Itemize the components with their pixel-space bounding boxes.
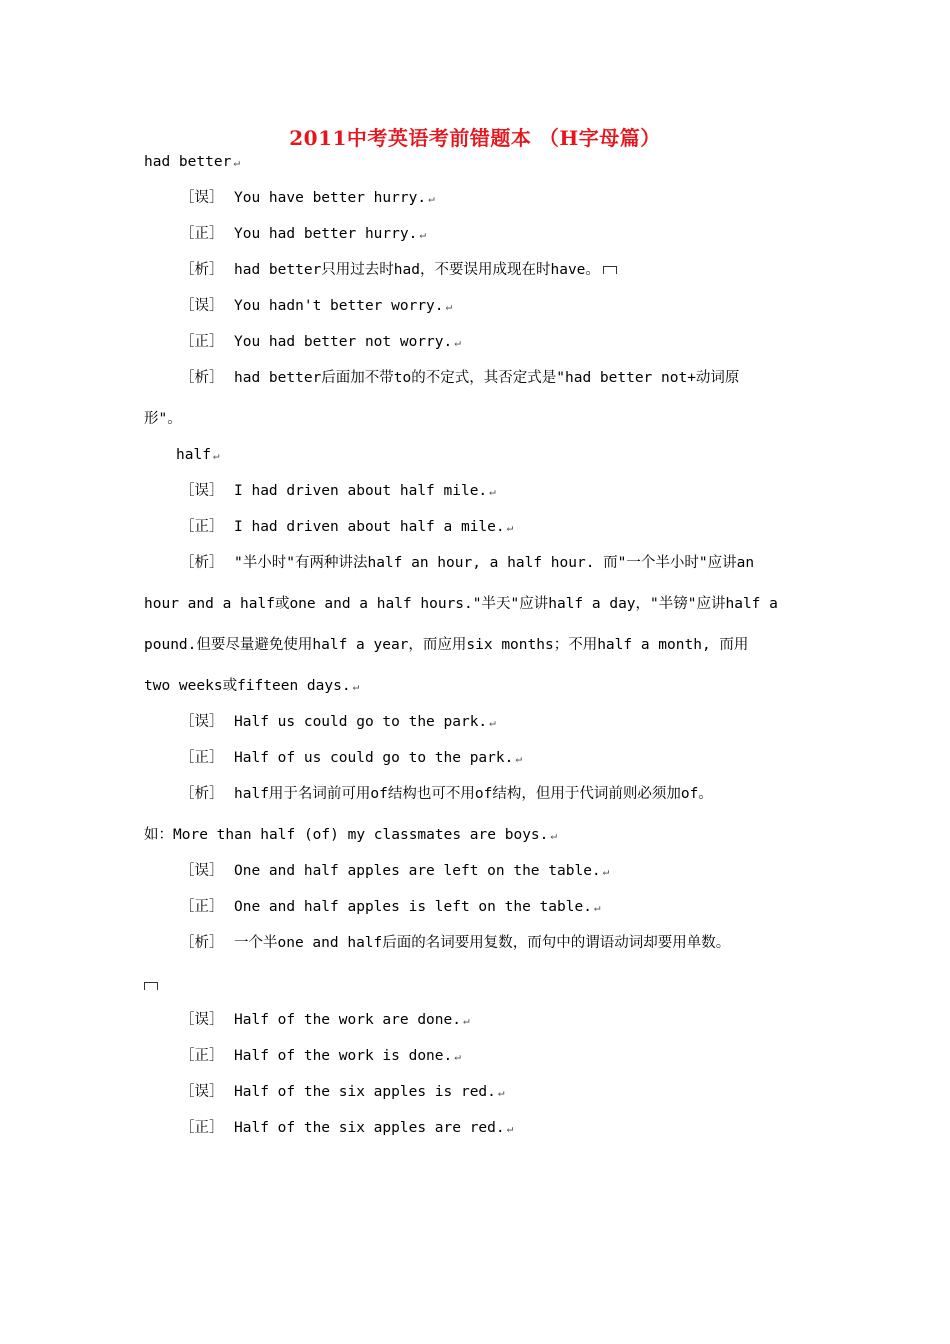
analysis-text: pound.但要尽量避免使用half a year，而应用six months；不用half a month, 而用 (144, 637, 749, 653)
analysis-note (180, 553, 754, 573)
paragraph-mark-icon: ↵ (462, 1014, 470, 1027)
paragraph-mark-icon: ↵ (497, 1086, 505, 1099)
paragraph-mark-icon: ↵ (445, 300, 453, 313)
example-text: Half of the work are done. (234, 1012, 461, 1028)
paragraph-mark-icon: ↵ (454, 336, 461, 349)
correct-tag: ［正］ (180, 1120, 224, 1136)
wrong-tag: ［误］ (180, 298, 224, 314)
paragraph-mark-icon: ↵ (352, 680, 360, 693)
analysis-continuation (144, 409, 182, 429)
correct-example (180, 517, 513, 538)
analysis-note (180, 933, 730, 953)
paragraph-mark-icon: ↵ (506, 1122, 514, 1135)
wrong-tag: ［误］ (180, 863, 224, 879)
page-title: 2011中考英语考前错题本 （H字母篇） (289, 126, 661, 150)
wrong-tag: ［误］ (180, 483, 224, 499)
example-text: I had driven about half mile. (234, 483, 488, 499)
analysis-continuation (144, 676, 359, 697)
analysis-continuation (144, 635, 748, 655)
analysis-note (180, 260, 617, 280)
correct-tag: ［正］ (180, 519, 224, 535)
analysis-text: two weeks或fifteen days. (144, 678, 351, 694)
correct-example (180, 1118, 513, 1139)
wrong-example (180, 1010, 470, 1031)
paragraph-mark-icon: ↵ (593, 901, 601, 914)
paragraph-mark-icon: ↵ (489, 485, 496, 498)
wrong-tag: ［误］ (180, 714, 224, 730)
correct-example (180, 897, 601, 918)
analysis-text: 形"。 (144, 411, 182, 427)
section-break-icon (144, 982, 158, 990)
example-text: Half of the work is done. (234, 1048, 453, 1064)
correct-tag: ［正］ (180, 226, 224, 242)
example-text: One and half apples is left on the table. (234, 899, 592, 915)
wrong-example (180, 188, 435, 209)
correct-tag: ［正］ (180, 334, 224, 350)
example-text: Half of the six apples are red. (234, 1120, 505, 1136)
analysis-text: "半小时"有两种讲法half an hour, a half hour. 而"一个半小时"应讲an (234, 555, 755, 571)
heading-text: had better (144, 154, 232, 170)
analysis-note (180, 368, 739, 388)
analysis-text: had better只用过去时had，不要误用成现在时have。 (234, 262, 600, 278)
paragraph-mark-icon: ↵ (515, 752, 522, 765)
wrong-tag: ［误］ (180, 1012, 224, 1028)
correct-tag: ［正］ (180, 1048, 224, 1064)
paragraph-mark-icon: ↵ (212, 449, 220, 462)
example-text: I had driven about half a mile. (234, 519, 505, 535)
wrong-example (180, 296, 452, 317)
example-text: One and half apples are left on the table. (234, 863, 601, 879)
analysis-tag: ［析］ (180, 555, 224, 571)
wrong-example (180, 481, 496, 502)
correct-tag: ［正］ (180, 750, 224, 766)
heading-text: half (176, 447, 211, 463)
paragraph-mark-icon: ↵ (489, 716, 496, 729)
analysis-tag: ［析］ (180, 786, 224, 802)
paragraph-mark-icon: ↵ (428, 192, 435, 205)
analysis-text: 如：More than half (of) my classmates are boys. (144, 827, 549, 843)
wrong-example (180, 1082, 505, 1103)
wrong-example (180, 861, 609, 882)
paragraph-mark-icon: ↵ (454, 1050, 461, 1063)
paragraph-mark-icon: ↵ (233, 156, 240, 169)
paragraph-mark-icon: ↵ (506, 521, 514, 534)
analysis-note (180, 784, 713, 804)
correct-example (180, 748, 522, 769)
wrong-tag: ［误］ (180, 1084, 224, 1100)
paragraph-mark-icon: ↵ (602, 865, 610, 878)
analysis-text: half用于名词前可用of结构也可不用of结构，但用于代词前则必须加of。 (234, 786, 713, 802)
example-text: Half of the six apples is red. (234, 1084, 496, 1100)
section-heading-half (176, 445, 220, 466)
wrong-tag: ［误］ (180, 190, 224, 206)
analysis-tag: ［析］ (180, 262, 224, 278)
correct-example (180, 332, 461, 353)
example-text: You had better not worry. (234, 334, 453, 350)
example-text: Half us could go to the park. (234, 714, 488, 730)
example-text: You had better hurry. (234, 226, 418, 242)
analysis-text: had better后面加不带to的不定式，其否定式是"had better not+动词原 (234, 370, 740, 386)
example-text: Half of us could go to the park. (234, 750, 514, 766)
analysis-text: 一个半one and half后面的名词要用复数，而句中的谓语动词却要用单数。 (234, 935, 731, 951)
section-break (144, 976, 158, 996)
section-heading-had-better (144, 152, 240, 173)
correct-tag: ［正］ (180, 899, 224, 915)
analysis-tag: ［析］ (180, 935, 224, 951)
correct-example (180, 224, 426, 245)
analysis-tag: ［析］ (180, 370, 224, 386)
analysis-continuation (144, 594, 778, 614)
paragraph-mark-icon: ↵ (419, 228, 426, 241)
correct-example (180, 1046, 461, 1067)
example-text: You have better hurry. (234, 190, 427, 206)
analysis-text: hour and a half或one and a half hours."半天"应讲half a day，"半镑"应讲half a (144, 596, 778, 612)
example-text: You hadn't better worry. (234, 298, 444, 314)
wrong-example (180, 712, 496, 733)
paragraph-mark-icon: ↵ (550, 829, 558, 842)
analysis-continuation (144, 825, 557, 846)
section-break-icon (603, 266, 617, 274)
